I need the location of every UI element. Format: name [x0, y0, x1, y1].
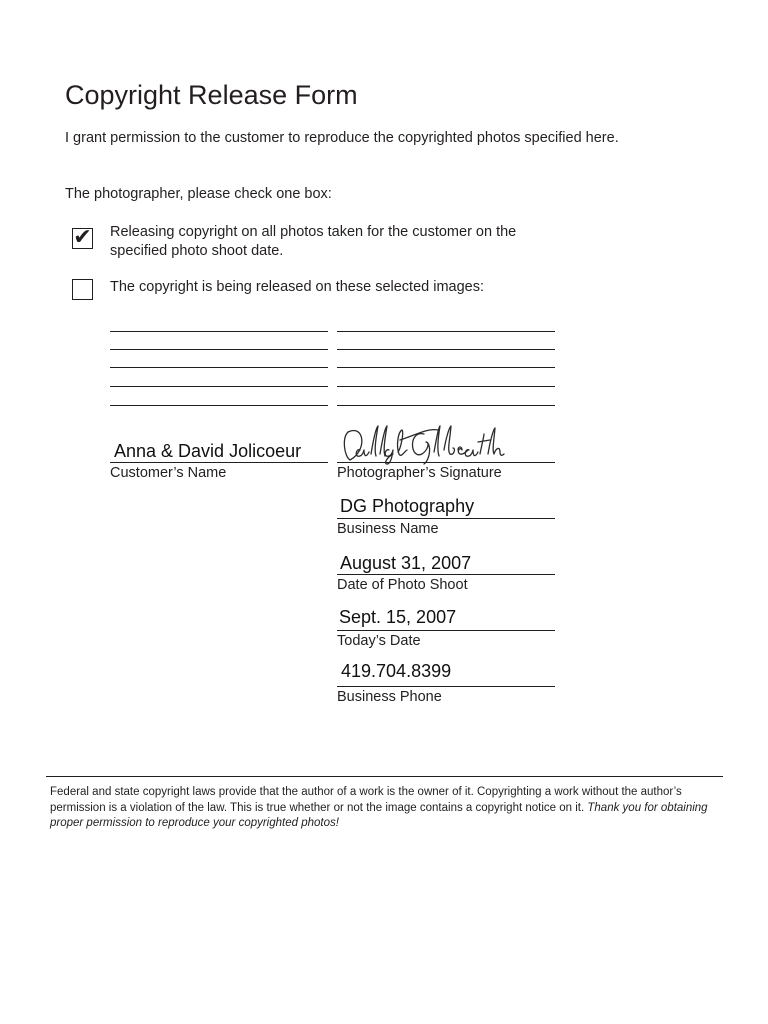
- photographer-signature-image: [338, 420, 508, 466]
- image-entry-line[interactable]: [337, 405, 555, 406]
- selected-images-checkbox[interactable]: [72, 279, 93, 300]
- business-phone-line: [337, 686, 555, 687]
- footer-divider: [46, 776, 723, 777]
- image-entry-line[interactable]: [337, 349, 555, 350]
- image-entry-line[interactable]: [110, 405, 328, 406]
- all-photos-checkbox[interactable]: [72, 224, 93, 250]
- image-entry-line[interactable]: [110, 367, 328, 368]
- todays-date-value[interactable]: Sept. 15, 2007: [339, 607, 457, 627]
- photo-shoot-date-label: Date of Photo Shoot: [337, 577, 468, 593]
- copyright-notice-text: Federal and state copyright laws provide that the author of a work is the owner of it. Copyrighting a work without the author’s permission is a violation of the law. This is true whether or not the image contains a copyright notice on it.: [50, 786, 682, 814]
- all-photos-option-label: Releasing copyright on all photos taken for the customer on the specified photo shoot date.: [110, 224, 517, 259]
- form-title: Copyright Release Form: [65, 80, 358, 110]
- image-entry-line[interactable]: [337, 331, 555, 332]
- check-mark-icon: ✔: [73, 224, 92, 250]
- business-phone-value[interactable]: 419.704.8399: [341, 661, 452, 681]
- selected-images-option-label: The copyright is being released on these selected images:: [110, 279, 484, 295]
- todays-date-line: [337, 630, 555, 631]
- image-entry-line[interactable]: [110, 349, 328, 350]
- todays-date-label: Today’s Date: [337, 633, 421, 649]
- instruction-text: The photographer, please check one box:: [65, 186, 332, 202]
- copyright-notice: [50, 785, 722, 832]
- image-entry-line[interactable]: [110, 386, 328, 387]
- intro-text: I grant permission to the customer to reproduce the copyrighted photos specified here.: [65, 130, 619, 146]
- image-entry-line[interactable]: [337, 386, 555, 387]
- copyright-thanks-text: Thank you for obtaining proper permission to reproduce your copyrighted photos!: [50, 801, 708, 829]
- photographer-signature-label: Photographer’s Signature: [337, 465, 502, 481]
- business-name-label: Business Name: [337, 521, 439, 537]
- customer-name-line: [110, 462, 328, 463]
- photo-shoot-date-value[interactable]: August 31, 2007: [340, 553, 472, 573]
- photographer-signature-line: [337, 462, 555, 463]
- business-phone-label: Business Phone: [337, 689, 442, 705]
- photo-shoot-date-line: [337, 574, 555, 575]
- image-entry-line[interactable]: [337, 367, 555, 368]
- business-name-line: [337, 518, 555, 519]
- business-name-value[interactable]: DG Photography: [340, 496, 475, 516]
- image-entry-line[interactable]: [110, 331, 328, 332]
- customer-name-value[interactable]: Anna & David Jolicoeur: [114, 441, 302, 461]
- customer-name-label: Customer’s Name: [110, 465, 227, 481]
